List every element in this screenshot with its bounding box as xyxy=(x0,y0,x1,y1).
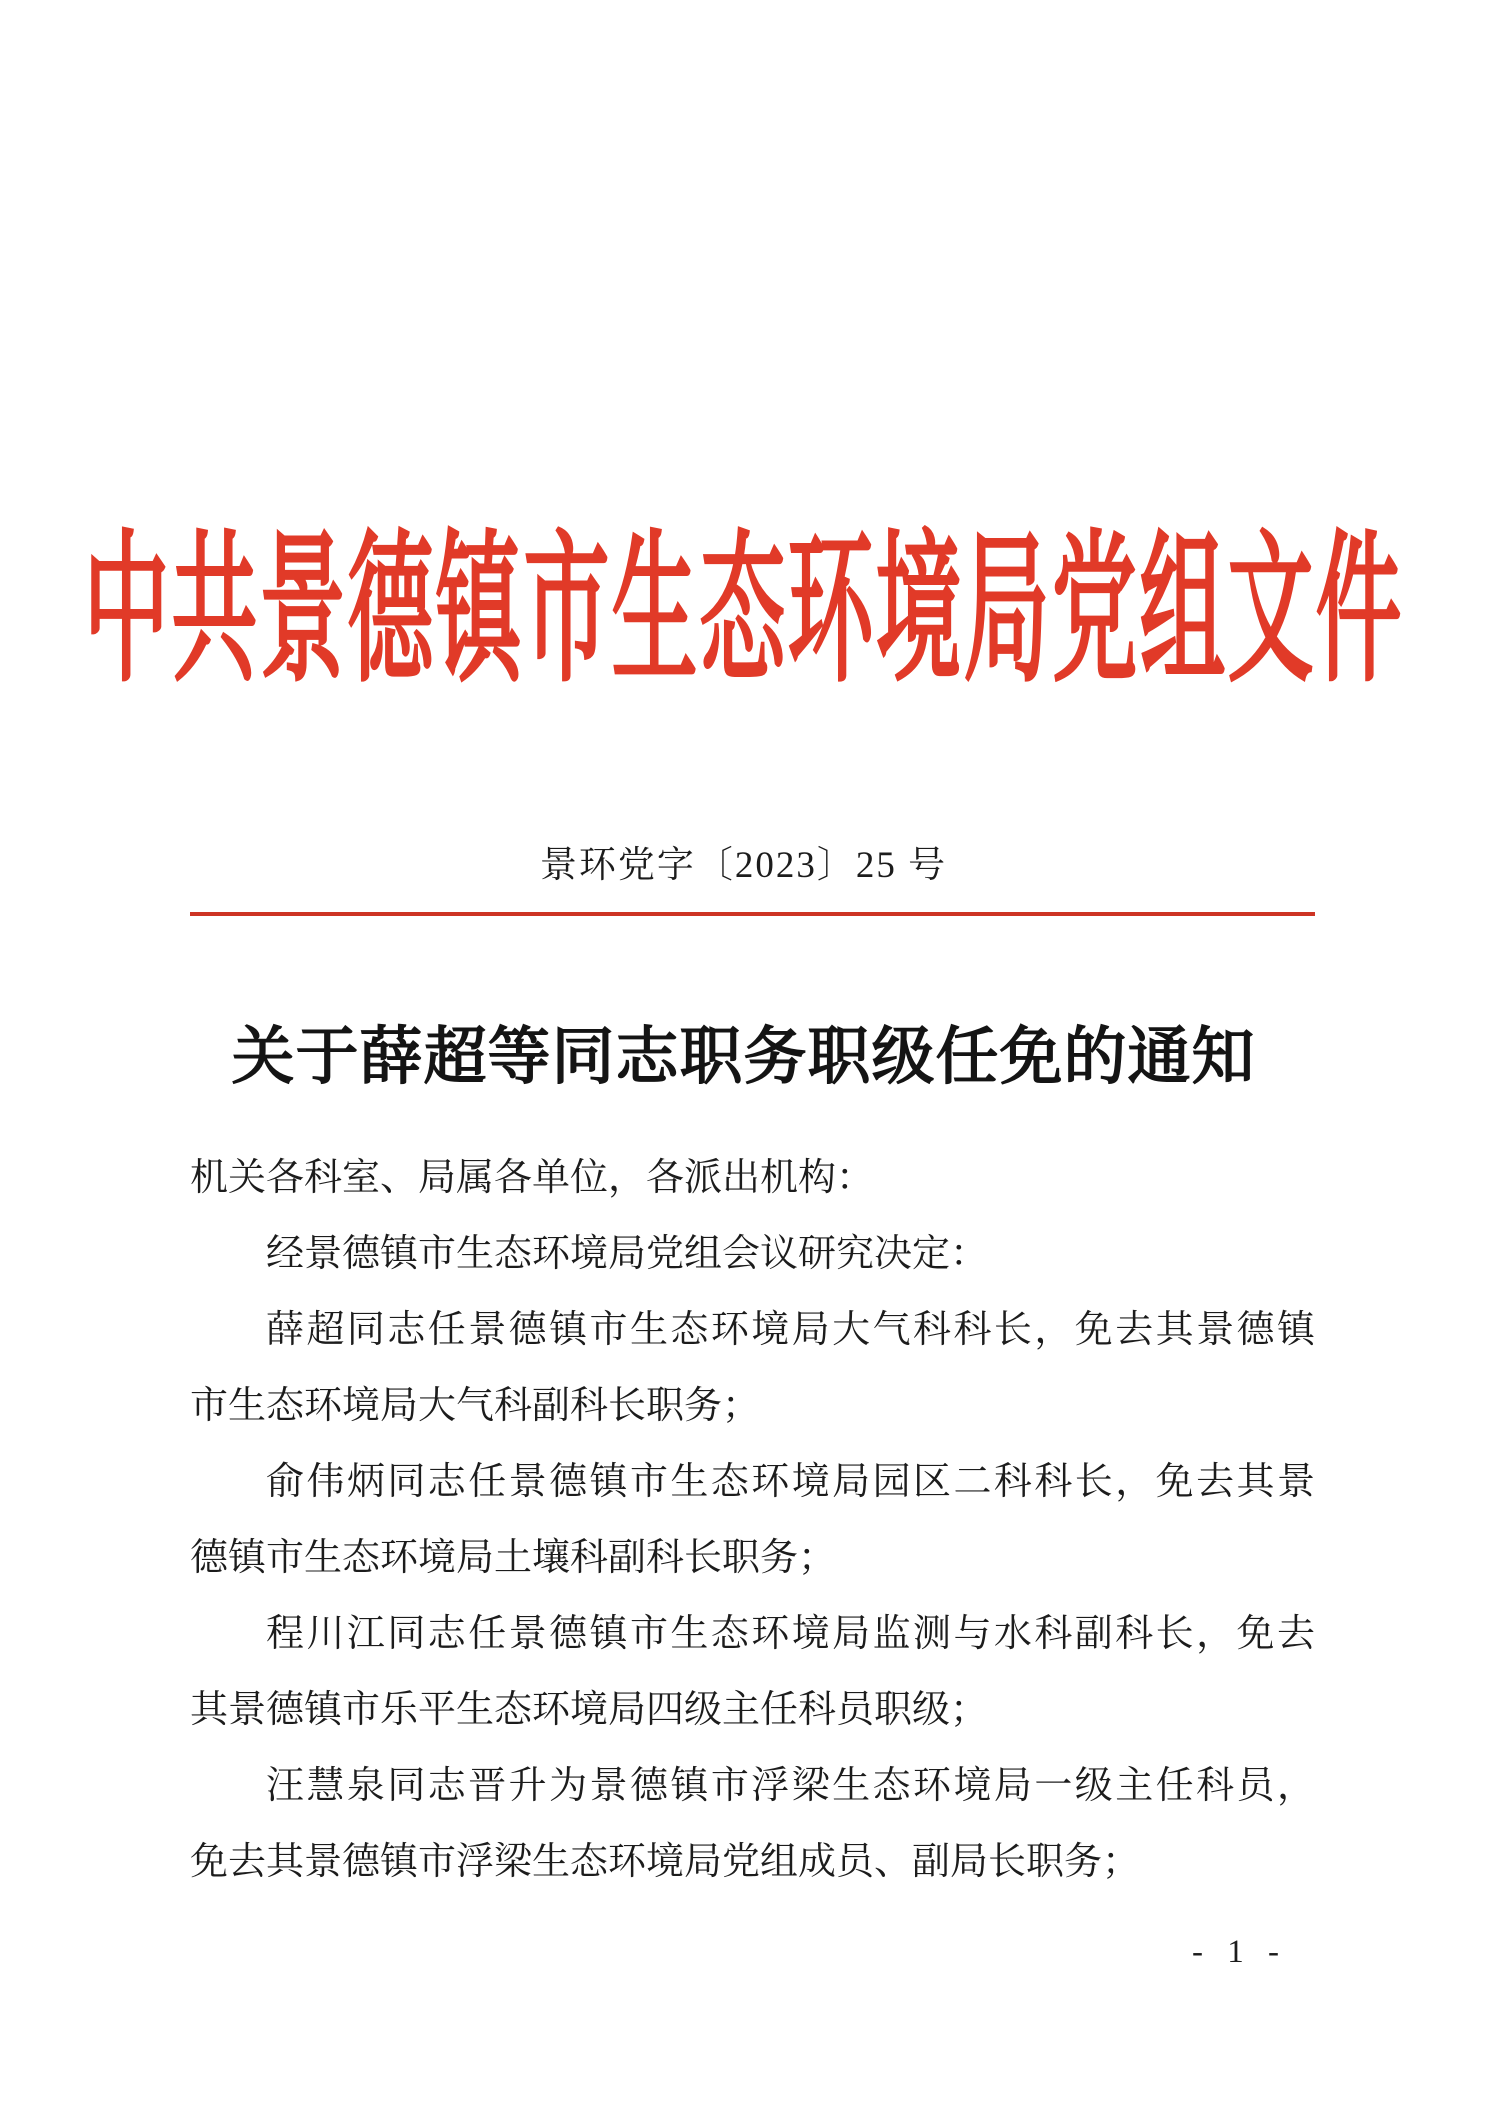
body-line-appointment-1b: 市生态环境局大气科副科长职务； xyxy=(190,1385,761,1427)
document-title: 关于薛超等同志职务职级任免的通知 xyxy=(231,1022,1256,1092)
document-reference-number: 景环党字〔2023〕25 号 xyxy=(539,845,948,886)
page-number: - 1 - xyxy=(1192,1934,1287,1970)
body-line-appointment-2a: 俞伟炳同志任景德镇市生态环境局园区二科科长，免去其景 xyxy=(266,1461,1315,1503)
red-separator-line xyxy=(190,912,1315,916)
body-line-appointment-2b: 德镇市生态环境局土壤科副科长职务； xyxy=(190,1537,837,1579)
body-line-salutation: 机关各科室、局属各单位，各派出机构： xyxy=(190,1157,875,1199)
body-line-decision-intro: 经景德镇市生态环境局党组会议研究决定： xyxy=(266,1233,989,1275)
body-line-appointment-1a: 薛超同志任景德镇市生态环境局大气科科长，免去其景德镇 xyxy=(266,1309,1315,1351)
body-line-appointment-4b: 免去其景德镇市浮梁生态环境局党组成员、副局长职务； xyxy=(190,1841,1141,1883)
document-body xyxy=(190,1140,1315,1900)
body-line-appointment-3b: 其景德镇市乐平生态环境局四级主任科员职级； xyxy=(190,1689,989,1731)
body-line-appointment-3a: 程川江同志任景德镇市生态环境局监测与水科副科长，免去 xyxy=(266,1613,1315,1655)
body-line-appointment-4a: 汪慧泉同志晋升为景德镇市浮梁生态环境局一级主任科员， xyxy=(266,1765,1315,1807)
red-letterhead-title: 中共景德镇市生态环境局党组文件 xyxy=(83,519,1404,703)
